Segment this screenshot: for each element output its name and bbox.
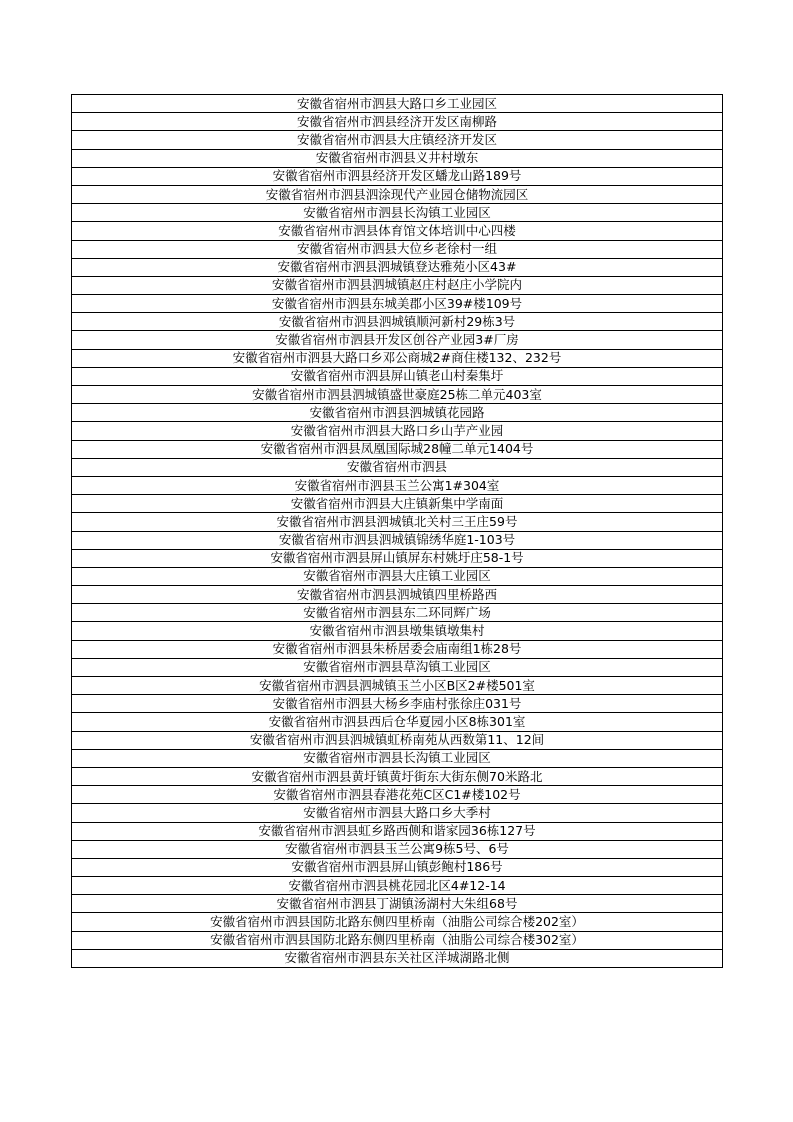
table-row: [72, 258, 723, 276]
table-row: [72, 222, 723, 240]
address-cell: 安徽省宿州市泗县泗城镇盛世豪庭25栋二单元403室: [72, 386, 723, 404]
table-row: [72, 858, 723, 876]
table-row: [72, 331, 723, 349]
table-row: [72, 240, 723, 258]
table-row: [72, 895, 723, 913]
table-row: [72, 531, 723, 549]
table-row: [72, 513, 723, 531]
address-cell: 安徽省宿州市泗县泗城镇锦绣华庭1-103号: [72, 531, 723, 549]
table-row: [72, 313, 723, 331]
table-row: [72, 367, 723, 385]
table-row: [72, 349, 723, 367]
table-row: [72, 167, 723, 185]
address-cell: 安徽省宿州市泗县长沟镇工业园区: [72, 749, 723, 767]
table-row: [72, 822, 723, 840]
address-table: [71, 94, 723, 968]
table-row: [72, 549, 723, 567]
table-row: [72, 95, 723, 113]
table-row: [72, 458, 723, 476]
address-cell: 安徽省宿州市泗县泗城镇四里桥路西: [72, 586, 723, 604]
address-cell: 安徽省宿州市泗县泗城镇玉兰小区B区2#楼501室: [72, 677, 723, 695]
table-row: [72, 404, 723, 422]
address-cell: 安徽省宿州市泗县春港花苑C区C1#楼102号: [72, 786, 723, 804]
address-cell: 安徽省宿州市泗县经济开发区蟠龙山路189号: [72, 167, 723, 185]
table-row: [72, 677, 723, 695]
address-table-body: [72, 95, 723, 968]
table-row: [72, 786, 723, 804]
address-cell: 安徽省宿州市泗县大位乡老徐村一组: [72, 240, 723, 258]
address-cell: 安徽省宿州市泗县凤凰国际城28幢二单元1404号: [72, 440, 723, 458]
address-cell: 安徽省宿州市泗县泗涂现代产业园仓储物流园区: [72, 185, 723, 203]
address-cell: 安徽省宿州市泗县大庄镇新集中学南面: [72, 495, 723, 513]
table-row: [72, 931, 723, 949]
address-cell: 安徽省宿州市泗县大路口乡邓公商城2#商住楼132、232号: [72, 349, 723, 367]
address-cell: 安徽省宿州市泗县泗城镇北关村三王庄59号: [72, 513, 723, 531]
address-cell: 安徽省宿州市泗县泗城镇虹桥南苑从西数第11、12间: [72, 731, 723, 749]
table-row: [72, 840, 723, 858]
address-cell: 安徽省宿州市泗县东二环同辉广场: [72, 604, 723, 622]
table-row: [72, 913, 723, 931]
address-cell: 安徽省宿州市泗县桃花园北区4#12-14: [72, 877, 723, 895]
address-cell: 安徽省宿州市泗县草沟镇工业园区: [72, 658, 723, 676]
table-row: [72, 476, 723, 494]
address-cell: 安徽省宿州市泗县泗城镇顺河新村29栋3号: [72, 313, 723, 331]
address-cell: 安徽省宿州市泗县玉兰公寓9栋5号、6号: [72, 840, 723, 858]
address-cell: 安徽省宿州市泗县东城美郡小区39#楼109号: [72, 295, 723, 313]
address-cell: 安徽省宿州市泗县屏山镇彭鲍村186号: [72, 858, 723, 876]
address-cell: 安徽省宿州市泗县泗城镇赵庄村赵庄小学院内: [72, 276, 723, 294]
address-cell: 安徽省宿州市泗县大路口乡工业园区: [72, 95, 723, 113]
table-row: [72, 386, 723, 404]
address-cell: 安徽省宿州市泗县虹乡路西侧和谐家园36栋127号: [72, 822, 723, 840]
address-cell: 安徽省宿州市泗县泗城镇登达雅苑小区43#: [72, 258, 723, 276]
address-cell: 安徽省宿州市泗县大庄镇经济开发区: [72, 131, 723, 149]
address-cell: 安徽省宿州市泗县国防北路东侧四里桥南（油脂公司综合楼202室）: [72, 913, 723, 931]
table-row: [72, 804, 723, 822]
address-cell: 安徽省宿州市泗县丁湖镇汤湖村大朱组68号: [72, 895, 723, 913]
address-cell: 安徽省宿州市泗县屏山镇屏东村姚圩庄58-1号: [72, 549, 723, 567]
address-cell: 安徽省宿州市泗县墩集镇墩集村: [72, 622, 723, 640]
address-cell: 安徽省宿州市泗县开发区创谷产业园3#厂房: [72, 331, 723, 349]
table-row: [72, 731, 723, 749]
address-cell: 安徽省宿州市泗县玉兰公寓1#304室: [72, 476, 723, 494]
table-row: [72, 495, 723, 513]
address-cell: 安徽省宿州市泗县泗城镇花园路: [72, 404, 723, 422]
table-row: [72, 604, 723, 622]
table-row: [72, 713, 723, 731]
address-cell: 安徽省宿州市泗县大路口乡大季村: [72, 804, 723, 822]
table-row: [72, 949, 723, 967]
table-row: [72, 113, 723, 131]
table-row: [72, 586, 723, 604]
address-cell: 安徽省宿州市泗县义井村墩东: [72, 149, 723, 167]
table-row: [72, 149, 723, 167]
table-row: [72, 440, 723, 458]
address-cell: 安徽省宿州市泗县长沟镇工业园区: [72, 204, 723, 222]
table-row: [72, 749, 723, 767]
table-row: [72, 767, 723, 785]
table-row: [72, 295, 723, 313]
address-cell: 安徽省宿州市泗县: [72, 458, 723, 476]
address-cell: 安徽省宿州市泗县国防北路东侧四里桥南（油脂公司综合楼302室）: [72, 931, 723, 949]
table-row: [72, 658, 723, 676]
address-cell: 安徽省宿州市泗县屏山镇老山村秦集圩: [72, 367, 723, 385]
table-row: [72, 695, 723, 713]
table-row: [72, 640, 723, 658]
table-row: [72, 877, 723, 895]
table-row: [72, 131, 723, 149]
address-cell: 安徽省宿州市泗县大路口乡山芋产业园: [72, 422, 723, 440]
table-row: [72, 276, 723, 294]
address-cell: 安徽省宿州市泗县东关社区洋城湖路北侧: [72, 949, 723, 967]
address-cell: 安徽省宿州市泗县大杨乡李庙村张徐庄031号: [72, 695, 723, 713]
table-row: [72, 422, 723, 440]
table-row: [72, 185, 723, 203]
address-cell: 安徽省宿州市泗县西后仓华夏园小区8栋301室: [72, 713, 723, 731]
table-row: [72, 622, 723, 640]
address-cell: 安徽省宿州市泗县朱桥居委会庙南组1栋28号: [72, 640, 723, 658]
table-row: [72, 204, 723, 222]
address-cell: 安徽省宿州市泗县黄圩镇黄圩街东大街东侧70米路北: [72, 767, 723, 785]
address-cell: 安徽省宿州市泗县大庄镇工业园区: [72, 567, 723, 585]
address-cell: 安徽省宿州市泗县经济开发区南柳路: [72, 113, 723, 131]
table-row: [72, 567, 723, 585]
address-cell: 安徽省宿州市泗县体育馆文体培训中心四楼: [72, 222, 723, 240]
